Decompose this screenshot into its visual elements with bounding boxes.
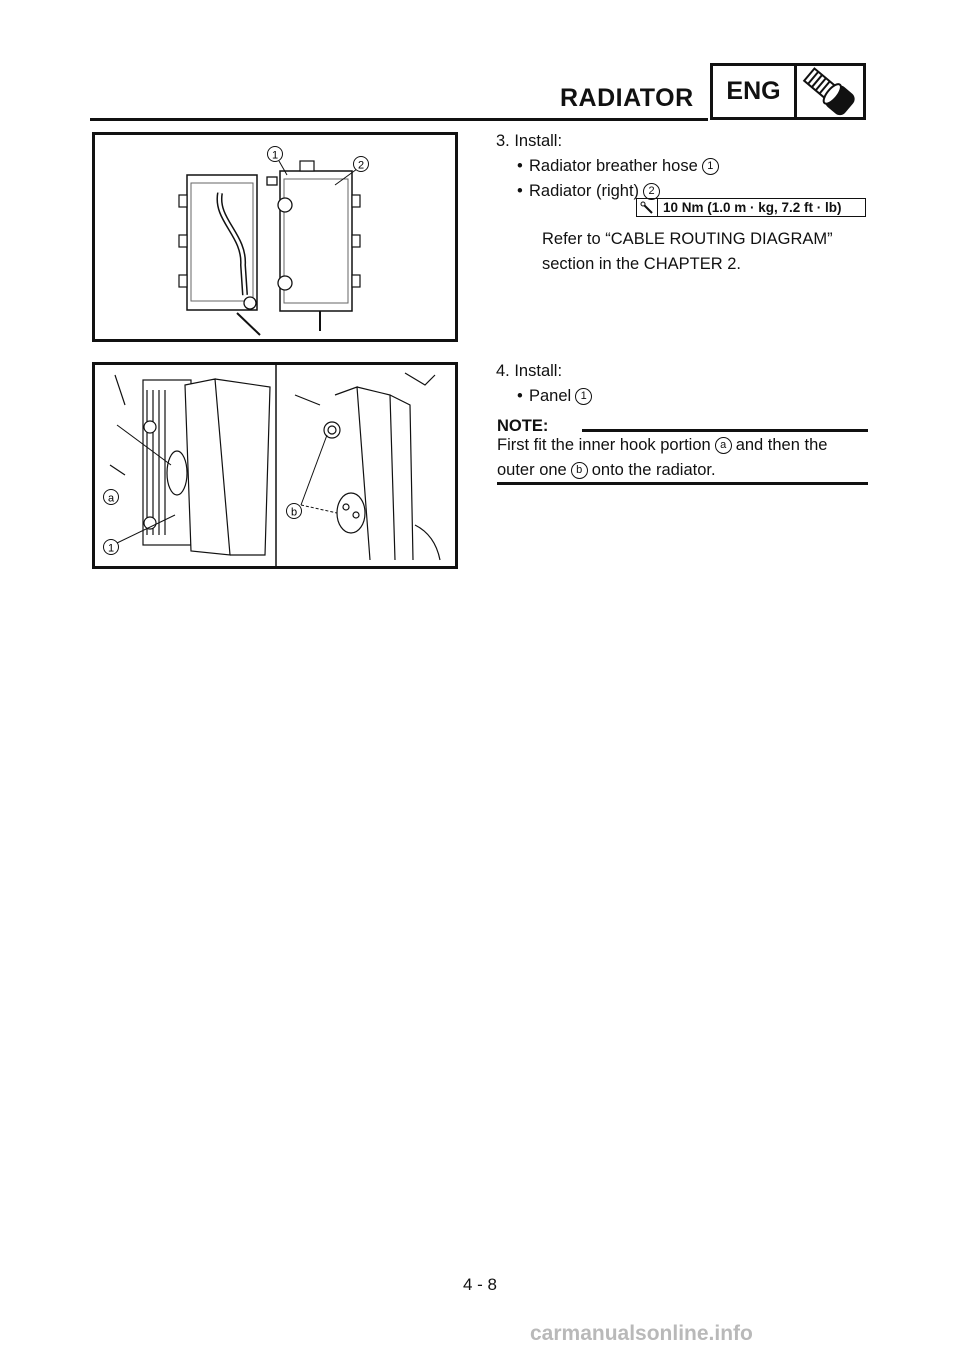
radiator-figure — [92, 132, 458, 342]
item-text: Panel — [529, 387, 572, 405]
list-item — [529, 153, 719, 179]
chapter-label: ENG — [713, 66, 797, 117]
refer-line-1: Refer to “CABLE ROUTING DIAGRAM” — [542, 230, 833, 248]
item-text: Radiator breather hose — [529, 157, 698, 175]
note-label: NOTE: — [497, 417, 549, 435]
torque-spec — [636, 198, 866, 217]
callout-marker: 2 — [643, 183, 660, 200]
callout-marker: b — [571, 462, 588, 479]
callout-1: 1 — [107, 542, 115, 555]
callout-1: 1 — [271, 149, 279, 162]
callout-marker: a — [715, 437, 732, 454]
engine-icon — [797, 66, 863, 117]
note-text: outer one — [497, 461, 567, 479]
note-text: First fit the inner hook portion — [497, 436, 711, 454]
header-rule — [90, 118, 708, 121]
callout-a: a — [107, 492, 115, 505]
callout-b: b — [290, 506, 298, 519]
chapter-tab — [710, 63, 866, 120]
page-number: 4 - 8 — [462, 1275, 498, 1294]
watermark: carmanualsonline.info — [530, 1322, 753, 1345]
wrench-icon — [637, 199, 658, 216]
note-line-1 — [497, 432, 827, 458]
note-end-rule — [497, 482, 868, 485]
panel-figure — [92, 362, 458, 569]
callout-marker: 1 — [702, 158, 719, 175]
note-line-2 — [497, 457, 716, 483]
callout-marker: 1 — [575, 388, 592, 405]
step-3-heading: 3. Install: — [496, 132, 563, 150]
step-4-heading: 4. Install: — [496, 362, 563, 380]
refer-line-2: section in the CHAPTER 2. — [542, 255, 741, 273]
list-item — [529, 383, 592, 409]
torque-value: 10 Nm (1.0 m · kg, 7.2 ft · lb) — [663, 200, 842, 215]
note-text: and then the — [735, 436, 828, 454]
callout-2: 2 — [357, 159, 365, 172]
item-text: Radiator (right) — [529, 182, 640, 200]
note-text: onto the radiator. — [591, 461, 716, 479]
section-title: RADIATOR — [560, 84, 694, 112]
